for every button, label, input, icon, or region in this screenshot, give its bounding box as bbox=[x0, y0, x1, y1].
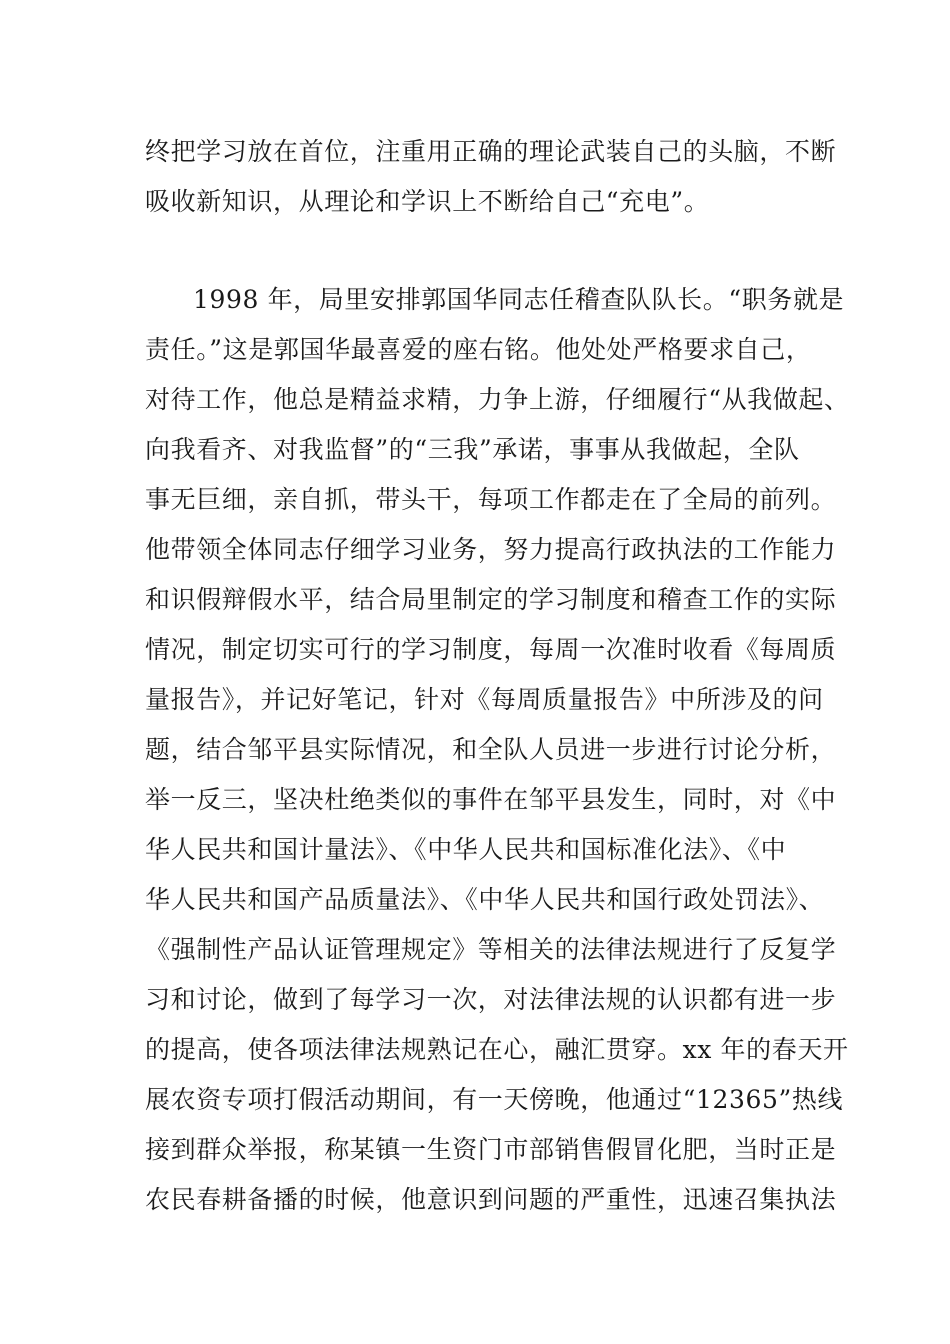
paragraph-2-line-15: 习和讨论，做到了每学习一次，对法律法规的认识都有进一步 bbox=[145, 985, 837, 1014]
paragraph-2-line-16: 的提高，使各项法律法规熟记在心，融汇贯穿。xx 年的春天开 bbox=[145, 1035, 849, 1064]
paragraph-1-line-1: 终把学习放在首位，注重用正确的理论武装自己的头脑，不断 bbox=[145, 137, 837, 166]
paragraph-2-line-3: 对待工作，他总是精益求精，力争上游，仔细履行“从我做起、 bbox=[145, 385, 850, 414]
paragraph-2-line-5: 事无巨细，亲自抓，带头干，每项工作都走在了全局的前列。 bbox=[145, 485, 837, 514]
paragraph-2-line-14: 《强制性产品认证管理规定》等相关的法律法规进行了反复学 bbox=[145, 935, 837, 964]
paragraph-2-line-9: 量报告》，并记好笔记，针对《每周质量报告》中所涉及的问 bbox=[145, 685, 824, 714]
paragraph-2-line-8: 情况，制定切实可行的学习制度，每周一次准时收看《每周质 bbox=[145, 635, 837, 664]
paragraph-1-line-2: 吸收新知识，从理论和学识上不断给自己“充电”。 bbox=[145, 187, 710, 216]
paragraph-2-line-4: 向我看齐、对我监督”的“三我”承诺，事事从我做起，全队 bbox=[145, 435, 800, 464]
paragraph-2-line-7: 和识假辩假水平，结合局里制定的学习制度和稽查工作的实际 bbox=[145, 585, 837, 614]
paragraph-2-line-11: 举一反三，坚决杜绝类似的事件在邹平县发生，同时，对《中 bbox=[145, 785, 837, 814]
paragraph-2-line-18: 接到群众举报，称某镇一生资门市部销售假冒化肥，当时正是 bbox=[145, 1135, 837, 1164]
paragraph-2-line-19: 农民春耕备播的时候，他意识到问题的严重性，迅速召集执法 bbox=[145, 1185, 837, 1214]
paragraph-2-line-17: 展农资专项打假活动期间，有一天傍晚，他通过“12365”热线 bbox=[145, 1085, 844, 1114]
paragraph-2-line-2: 责任。”这是郭国华最喜爱的座右铭。他处处严格要求自己， bbox=[145, 335, 812, 364]
paragraph-2-line-6: 他带领全体同志仔细学习业务，努力提高行政执法的工作能力 bbox=[145, 535, 837, 564]
paragraph-2-line-10: 题，结合邹平县实际情况，和全队人员进一步进行讨论分析， bbox=[145, 735, 837, 764]
paragraph-2-line-13: 华人民共和国产品质量法》、《中华人民共和国行政处罚法》、 bbox=[145, 885, 825, 914]
paragraph-2-line-1: 1998 年，局里安排郭国华同志任稽查队队长。“职务就是 bbox=[193, 285, 845, 314]
paragraph-2-line-12: 华人民共和国计量法》、《中华人民共和国标准化法》、《中 bbox=[145, 835, 787, 864]
